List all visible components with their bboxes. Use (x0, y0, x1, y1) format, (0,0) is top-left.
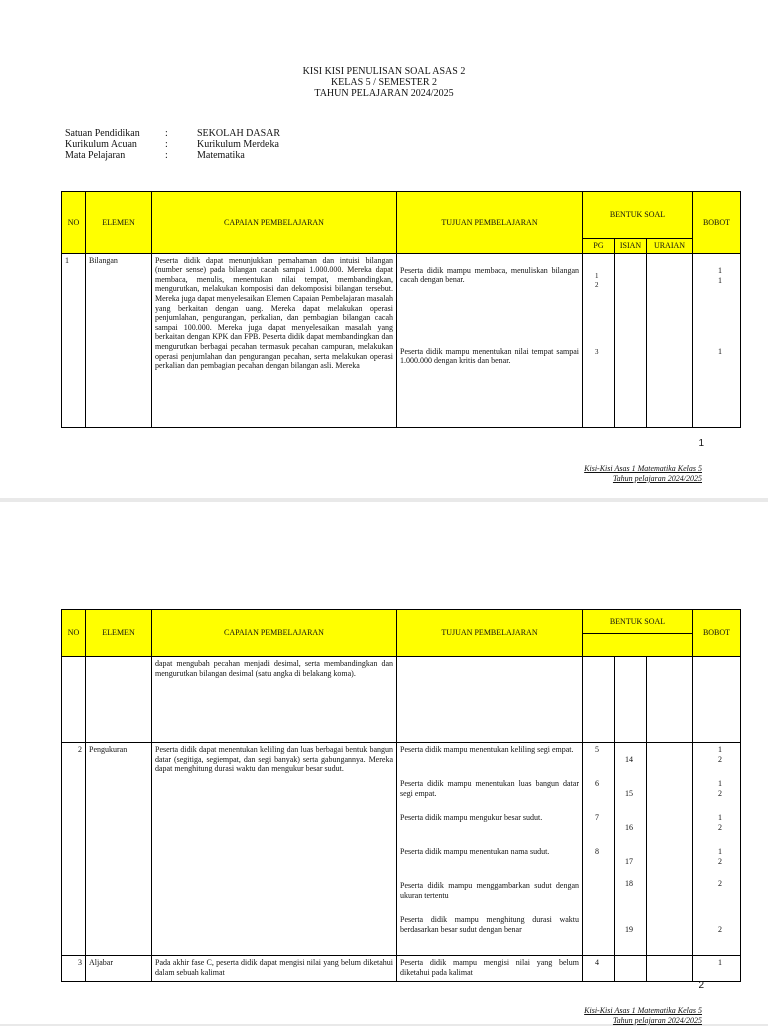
header-bentuk-soal: BENTUK SOAL (583, 610, 693, 634)
meta-label: Satuan Pendidikan (65, 128, 140, 139)
footer-line: Kisi-Kisi Asas 1 Matematika Kelas 5 (584, 1006, 702, 1015)
header-capaian: CAPAIAN PEMBELAJARAN (152, 192, 397, 254)
row-isian (615, 253, 647, 427)
row-isian (615, 657, 647, 743)
header-bentuk-sub (583, 634, 693, 657)
bobot-value: 1 (718, 745, 722, 754)
row-no: 3 (62, 956, 86, 982)
tujuan-item: Peserta didik mampu menentukan luas bangun datar segi empat. (400, 779, 579, 798)
meta-value: Matematika (197, 150, 245, 161)
page-footer (584, 1006, 702, 1026)
bobot-value: 2 (718, 925, 722, 934)
row-capaian-continued: dapat mengubah pecahan menjadi desimal, serta membandingkan dan mengurutkan bilangan desimal (satu angka di belakang koma). (152, 657, 397, 743)
row-no: 2 (62, 743, 86, 956)
tujuan-item: Peserta didik mampu menentukan nama sudut. (400, 847, 550, 856)
title-line-3: TAHUN PELAJARAN 2024/2025 (314, 88, 454, 99)
row-tujuan: Peserta didik mampu mengisi nilai yang belum diketahui pada kalimat (397, 956, 583, 982)
pg-value: 6 (595, 779, 599, 788)
meta-row-kurikulum (65, 139, 280, 150)
page-number: 2 (698, 980, 704, 991)
isian-value: 17 (625, 857, 633, 866)
row-pg: 4 (583, 956, 615, 982)
row-bobot (693, 743, 741, 956)
header-no: NO (62, 192, 86, 254)
row-pg (583, 657, 615, 743)
pg-value: 2 (595, 280, 599, 289)
bobot-value: 1 (718, 813, 722, 822)
isian-value: 14 (625, 755, 633, 764)
row-capaian: Pada akhir fase C, peserta didik dapat mengisi nilai yang belum diketahui dalam sebuah kalimat (152, 956, 397, 982)
row-uraian (647, 956, 693, 982)
page-footer (584, 464, 702, 484)
row-capaian: Peserta didik dapat menentukan keliling dan luas berbagai bentuk bangun datar (segitiga, segiempat, dan segi banyak) serta gabungannya. Mereka dapat menghitung durasi waktu dan mengukur besar sudut. (152, 743, 397, 956)
meta-value: Kurikulum Merdeka (197, 139, 279, 150)
pg-value: 8 (595, 847, 599, 856)
meta-sep: : (165, 128, 168, 139)
header-bobot: BOBOT (693, 610, 741, 657)
row-pg (583, 743, 615, 956)
bobot-value: 2 (718, 857, 722, 866)
title-line-2: KELAS 5 / SEMESTER 2 (330, 77, 438, 88)
table-row (62, 743, 741, 956)
row-capaian: Peserta didik dapat menunjukkan pemahaman dan intuisi bilangan (number sense) pada bilangan cacah sampai 1.000.000. Mereka dapat membaca, menulis, menentukan nilai tempat, membandingkan, mengurutkan, melakukan komposisi dan dekomposisi bilangan tersebut. Mereka juga dapat menyelesaikan Elemen Capaian Pembelajaran masalah yang berkaitan dengan uang. Mereka dapat melakukan operasi penjumlahan, pengurangan, perkalian, dan pembagian bilangan cacah sampai 100.000. Mereka juga dapat menyelesaikan masalah yang berkaitan dengan KPK dan FPB. Peserta didik dapat membandingkan dan mengurutkan berbagai pecahan termasuk pecahan campuran, melakukan operasi penjumlahan dan pengurangan pecahan, serta melakukan operasi perkalian dan pembagian pecahan dengan bilangan asli. Mereka (152, 253, 397, 427)
bobot-value: 1 (718, 275, 722, 285)
meta-value: SEKOLAH DASAR (197, 128, 281, 139)
page-1 (0, 0, 768, 498)
header-elemen: ELEMEN (86, 192, 152, 254)
bobot-value: 2 (718, 879, 722, 888)
header-elemen: ELEMEN (86, 610, 152, 657)
table-row (62, 657, 741, 743)
footer-line: Tahun pelajaran 2024/2025 (612, 1016, 702, 1025)
bobot-value: 1 (718, 847, 722, 856)
meta-row-mapel (65, 150, 280, 161)
footer-line: Tahun pelajaran 2024/2025 (612, 474, 702, 483)
row-pg (583, 253, 615, 427)
tujuan-item: Peserta didik mampu menentukan keliling segi empat. (400, 745, 574, 754)
page-2 (0, 502, 768, 1024)
pg-value: 3 (595, 347, 599, 356)
meta-sep: : (165, 150, 168, 161)
isian-value: 18 (625, 879, 633, 888)
row-tujuan (397, 253, 583, 427)
document-title (0, 66, 768, 99)
row-uraian (647, 743, 693, 956)
meta-sep: : (165, 139, 168, 150)
header-tujuan: TUJUAN PEMBELAJARAN (397, 610, 583, 657)
meta-label: Mata Pelajaran (65, 150, 126, 161)
tujuan-item: Peserta didik mampu menghitung durasi waktu berdasarkan besar sudut dengan benar (400, 915, 579, 934)
tujuan-item: Peserta didik mampu menentukan nilai tempat sampai 1.000.000 dengan kritis dan benar. (400, 346, 579, 366)
meta-label: Kurikulum Acuan (65, 139, 137, 150)
row-elemen (86, 657, 152, 743)
row-isian (615, 956, 647, 982)
row-tujuan (397, 657, 583, 743)
tujuan-item: Peserta didik mampu membaca, menuliskan bilangan cacah dengan benar. (400, 265, 579, 285)
row-bobot: 1 (693, 956, 741, 982)
header-bobot: BOBOT (693, 192, 741, 254)
row-no (62, 657, 86, 743)
pg-value: 7 (595, 813, 599, 822)
header-bentuk-soal: BENTUK SOAL (583, 192, 693, 239)
bobot-value: 2 (718, 755, 722, 764)
tujuan-item: Peserta didik mampu menggambarkan sudut dengan ukuran tertentu (400, 881, 579, 900)
row-bobot (693, 657, 741, 743)
bobot-value: 1 (718, 779, 722, 788)
isian-value: 15 (625, 789, 633, 798)
pg-value: 5 (595, 745, 599, 754)
row-elemen: Pengukuran (86, 743, 152, 956)
footer-line: Kisi-Kisi Asas 1 Matematika Kelas 5 (584, 464, 702, 473)
header-uraian: URAIAN (647, 239, 693, 254)
row-isian (615, 743, 647, 956)
row-bobot (693, 253, 741, 427)
row-elemen: Aljabar (86, 956, 152, 982)
row-elemen: Bilangan (86, 253, 152, 427)
kisi-table-page-2 (61, 609, 741, 982)
bobot-value: 1 (718, 265, 722, 275)
page-number: 1 (698, 438, 704, 449)
tujuan-item: Peserta didik mampu mengukur besar sudut. (400, 813, 543, 822)
meta-row-satuan (65, 128, 280, 139)
header-tujuan: TUJUAN PEMBELAJARAN (397, 192, 583, 254)
header-pg: PG (583, 239, 615, 254)
header-no: NO (62, 610, 86, 657)
row-tujuan (397, 743, 583, 956)
row-uraian (647, 253, 693, 427)
title-line-1: KISI KISI PENULISAN SOAL ASAS 2 (302, 66, 466, 77)
header-capaian: CAPAIAN PEMBELAJARAN (152, 610, 397, 657)
bobot-value: 2 (718, 823, 722, 832)
isian-value: 19 (625, 925, 633, 934)
row-no: 1 (62, 253, 86, 427)
header-isian: ISIAN (615, 239, 647, 254)
document-meta (65, 128, 280, 161)
bobot-value: 2 (718, 789, 722, 798)
pg-value: 1 (595, 271, 599, 280)
table-row (62, 956, 741, 982)
kisi-table-page-1 (61, 191, 741, 428)
bobot-value: 1 (718, 346, 722, 356)
table-row (62, 253, 741, 427)
isian-value: 16 (625, 823, 633, 832)
row-uraian (647, 657, 693, 743)
